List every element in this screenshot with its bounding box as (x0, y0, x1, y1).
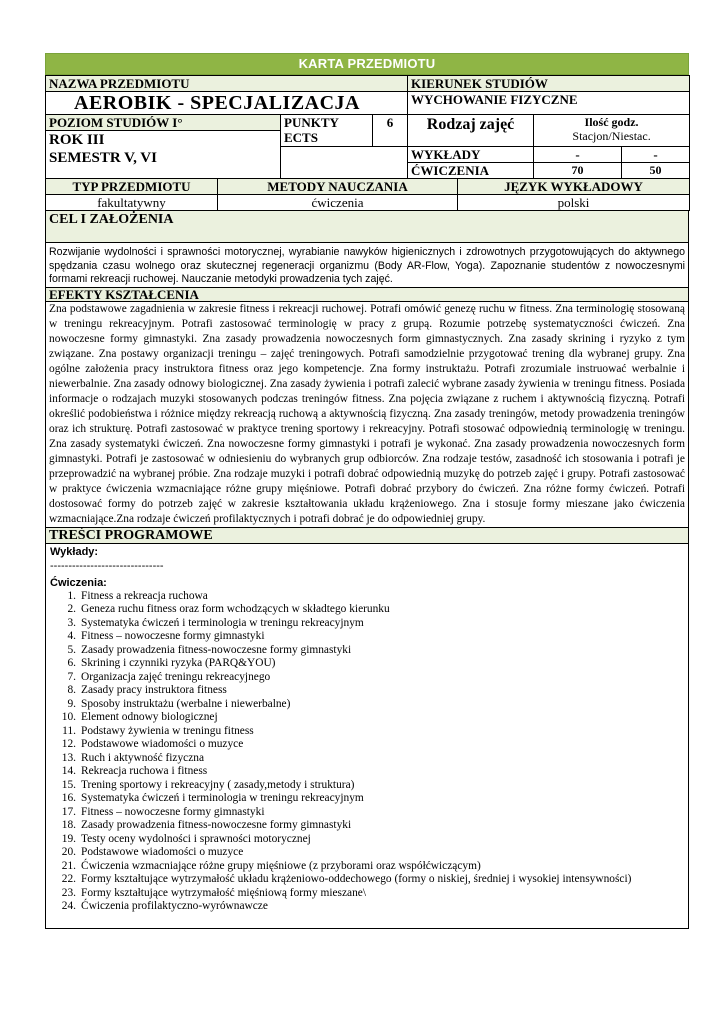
topic-item (50, 900, 684, 914)
topic-text: Ćwiczenia wzmacniające różne grupy mięśniowe (z przyborami oraz współćwiczącym) (81, 859, 481, 872)
topic-number: 24. (61, 900, 76, 913)
topic-text: Fitness – nowoczesne formy gimnastyki (81, 630, 265, 643)
topic-text: Podstawowe wiadomości o muzyce (81, 738, 244, 751)
semestr-value: SEMESTR V, VI (49, 150, 157, 166)
ilosc-godz-label: Ilość godz. (584, 115, 639, 129)
topic-number: 5. (67, 643, 76, 656)
jezyk-label: JĘZYK WYKŁADOWY (458, 179, 690, 195)
topic-text: Ćwiczenia profilaktyczno-wyrównawcze (81, 900, 268, 913)
wyklady-stac-value: - (534, 147, 622, 163)
topic-number: 2. (67, 603, 76, 616)
jezyk-value: polski (458, 195, 690, 211)
wyklady-subheader: Wykłady: (50, 545, 99, 558)
topic-item (50, 684, 684, 698)
topic-text: Podstawowe wiadomości o muzyce (81, 846, 244, 859)
typ-table (45, 178, 690, 211)
header-table (45, 75, 690, 179)
topic-item (50, 860, 684, 874)
topic-text: Systematyka ćwiczeń i terminologia w treningu rekreacyjnym (81, 616, 364, 629)
metody-value: ćwiczenia (218, 195, 458, 211)
topic-text: Sposoby instruktażu (werbalne i niewerbalne) (81, 697, 291, 710)
topic-text: Trening sportowy i rekreacyjny ( zasady,metody i struktura) (81, 778, 355, 791)
topic-number: 13. (61, 751, 76, 764)
cwiczenia-label: ĆWICZENIA (408, 163, 534, 179)
separator-line: ------------------------------- (50, 559, 164, 572)
cel-header: CEL I ZAŁOŻENIA (46, 211, 689, 243)
topic-text: Rekreacja ruchowa i fitness (81, 765, 208, 778)
topic-text: Fitness a rekreacja ruchowa (81, 589, 208, 602)
rok-semestr (46, 131, 281, 179)
topic-number: 7. (67, 670, 76, 683)
efekty-text: Zna podstawowe zagadnienia w zakresie fitness i rekreacji ruchowej. Potrafi omówić genezę ruchu w fitness. Zna terminologię stosowaną w treningu rekreacyjnym. Potrafi zastosować terminologię w pracy z grupą. Rozumie potrzebę systematyczności ćwiczeń. Zna nowoczesne formy gimnastyki. Zna zasady prowadzenia nowoczesnych form gimnastycznych. Zna zasady skrining i ryzyko z tym związane. Zna postawy organizacji treningu – zajęć treningowych. Potrafi samodzielnie przygotować trening dla wybranej grupy. Zna ogólne założenia pracy instruktora fitness oraz jego kompetencje. Zna formy instruktażu. Potrafi zrozumiale instruować werbalnie i niewerbalnie. Zna zasady odnowy biologicznej. Zna zasady żywienia i potrafi zalecić wybrane zasady żywienia w treningu fitness. Posiada informacje o rodzajach muzyki stosowanych podczas treningów fitness. Zna pojęcia związane z ruchem i aktywnością fizyczną. Potrafi określić podobieństwa i różnice między rekreacją ruchową a aktywnością fizyczną. Zna zasady treningów, metody prowadzenia treningów oraz ich strukturę. Potrafi zastosować w praktyce trening sportowy i rekreacyjny. Potrafi stosować odpowiednią terminologię w treningu. Zna zasady systematyki ćwiczeń. Zna nowoczesne formy gimnastyki i potrafi je wykonać. Zna zasady prowadzenia nowoczesnych form gimnastyki. Potrafi je zastosować w odniesieniu do wybranych grup odbiorców. Zna rodzaje testów, zasadność ich stosowania i potrafi je przeprowadzić na wybranej próbie. Zna rodzaje muzyki i potrafi dobrać odpowiednią muzykę do potrzeb zajęć i grupy. Potrafi zastosować w praktyce ćwiczenia wzmacniające różne grupy mięśniowe. Potrafi dobrać przybory do ćwiczeń. Zna różne formy ćwiczeń. Potrafi dostosować formy do potrzeb zajęć w zakresie kształtowania układu krążeniowego. Zna i stosuje formy mieszane jako ćwiczenia wzmacniające.Zna rodzaje ćwiczeń profilaktycznych i potrafi dobrać je do odpowiedniej grupy. (46, 301, 689, 527)
wyklady-label: WYKŁADY (408, 147, 534, 163)
cwiczenia-stac-value: 70 (534, 163, 622, 179)
topic-text: Zasady pracy instruktora fitness (81, 684, 227, 697)
tresci-content (46, 543, 689, 928)
topic-number: 22. (61, 873, 76, 886)
topic-text: Fitness – nowoczesne formy gimnastyki (81, 805, 265, 818)
kierunek-value: WYCHOWANIE FIZYCZNE (408, 92, 690, 115)
topic-number: 4. (67, 630, 76, 643)
topic-text: Geneza ruchu fitness oraz form wchodzących w składtego kierunku (81, 603, 390, 616)
topic-item (50, 603, 684, 617)
ects-value: 6 (373, 115, 408, 147)
tresci-header: TREŚCI PROGRAMOWE (46, 527, 689, 543)
topic-text: Testy oceny wydolności i sprawności motorycznej (81, 832, 311, 845)
nazwa-label: NAZWA PRZEDMIOTU (46, 76, 408, 92)
punkty-label: PUNKTY (284, 115, 339, 130)
topic-item (50, 819, 684, 833)
topic-number: 9. (67, 697, 76, 710)
topic-item (50, 792, 684, 806)
topic-number: 21. (61, 859, 76, 872)
topic-number: 23. (61, 886, 76, 899)
topic-text: Systematyka ćwiczeń i terminologia w treningu rekreacyjnym (81, 792, 364, 805)
topic-text: Zasady prowadzenia fitness-nowoczesne formy gimnastyki (81, 643, 352, 656)
topic-item (50, 833, 684, 847)
ects-label: ECTS (284, 130, 318, 145)
efekty-header: EFEKTY KSZTAŁCENIA (46, 287, 689, 301)
topic-item (50, 738, 684, 752)
topic-number: 3. (67, 616, 76, 629)
topic-number: 6. (67, 657, 76, 670)
metody-label: METODY NAUCZANIA (218, 179, 458, 195)
subject-name: AEROBIK - SPECJALIZACJA (46, 92, 408, 115)
topic-text: Element odnowy biologicznej (81, 711, 218, 724)
topic-number: 1. (67, 589, 76, 602)
stacjon-label: Stacjon/Niestac. (572, 129, 651, 143)
topic-item (50, 765, 684, 779)
wyklady-niestac-value: - (622, 147, 690, 163)
punkty-ects-label (281, 115, 373, 147)
topic-item (50, 644, 684, 658)
topics-list (50, 590, 684, 914)
cwiczenia-subheader: Ćwiczenia: (50, 576, 107, 589)
topic-text: Formy kształtujące wytrzymałość układu krążeniowo-oddechowego (formy o niskiej, średniej i wysokiej intensywności) (81, 873, 632, 886)
karta-przedmiotu (45, 53, 689, 929)
empty-cell (281, 147, 408, 179)
topic-item (50, 657, 684, 671)
topic-item (50, 873, 684, 887)
topic-number: 17. (61, 805, 76, 818)
topic-text: Podstawy żywienia w treningu fitness (81, 724, 254, 737)
topic-number: 18. (61, 819, 76, 832)
typ-label: TYP PRZEDMIOTU (46, 179, 218, 195)
sections-table (45, 210, 689, 929)
ilosc-godz-cell (534, 115, 690, 147)
topic-item (50, 630, 684, 644)
topic-number: 10. (61, 711, 76, 724)
rodzaj-zajec-label: Rodzaj zajęć (408, 115, 534, 147)
topic-text: Ruch i aktywność fizyczna (81, 751, 205, 764)
topic-number: 16. (61, 792, 76, 805)
topic-number: 15. (61, 778, 76, 791)
topic-item (50, 617, 684, 631)
banner-title: KARTA PRZEDMIOTU (45, 53, 689, 75)
topic-item (50, 590, 684, 604)
topic-item (50, 806, 684, 820)
topic-item (50, 711, 684, 725)
topic-text: Formy kształtujące wytrzymałość mięśniową formy mieszane\ (81, 886, 366, 899)
cwiczenia-niestac-value: 50 (622, 163, 690, 179)
rok-value: ROK III (49, 132, 105, 148)
topic-number: 12. (61, 738, 76, 751)
topic-item (50, 725, 684, 739)
topic-item (50, 752, 684, 766)
topic-item (50, 779, 684, 793)
topic-number: 11. (62, 724, 76, 737)
topic-item (50, 887, 684, 901)
kierunek-label: KIERUNEK STUDIÓW (408, 76, 690, 92)
poziom-label: POZIOM STUDIÓW I° (46, 115, 281, 131)
topic-item (50, 698, 684, 712)
topic-text: Organizacja zajęć treningu rekreacyjnego (81, 670, 271, 683)
topic-number: 20. (61, 846, 76, 859)
topic-number: 14. (61, 765, 76, 778)
topic-item (50, 671, 684, 685)
topic-text: Zasady prowadzenia fitness-nowoczesne formy gimnastyki (81, 819, 352, 832)
topic-item (50, 846, 684, 860)
topic-text: Skrining i czynniki ryzyka (PARQ&YOU) (81, 657, 276, 670)
topic-number: 19. (61, 832, 76, 845)
cel-text: Rozwijanie wydolności i sprawności motorycznej, wyrabianie nawyków higienicznych i zdrowotnych przygotowujących do aktywnego spędzania czasu wolnego oraz skutecznej regeneracji organizmu (Body AR-Flow, Yoga). Zapoznanie studentów z nowoczesnymi formami rekreacji ruchowej. Nauczanie metodyki prowadzenia tych zajęć. (46, 243, 689, 288)
typ-value: fakultatywny (46, 195, 218, 211)
topic-number: 8. (67, 684, 76, 697)
